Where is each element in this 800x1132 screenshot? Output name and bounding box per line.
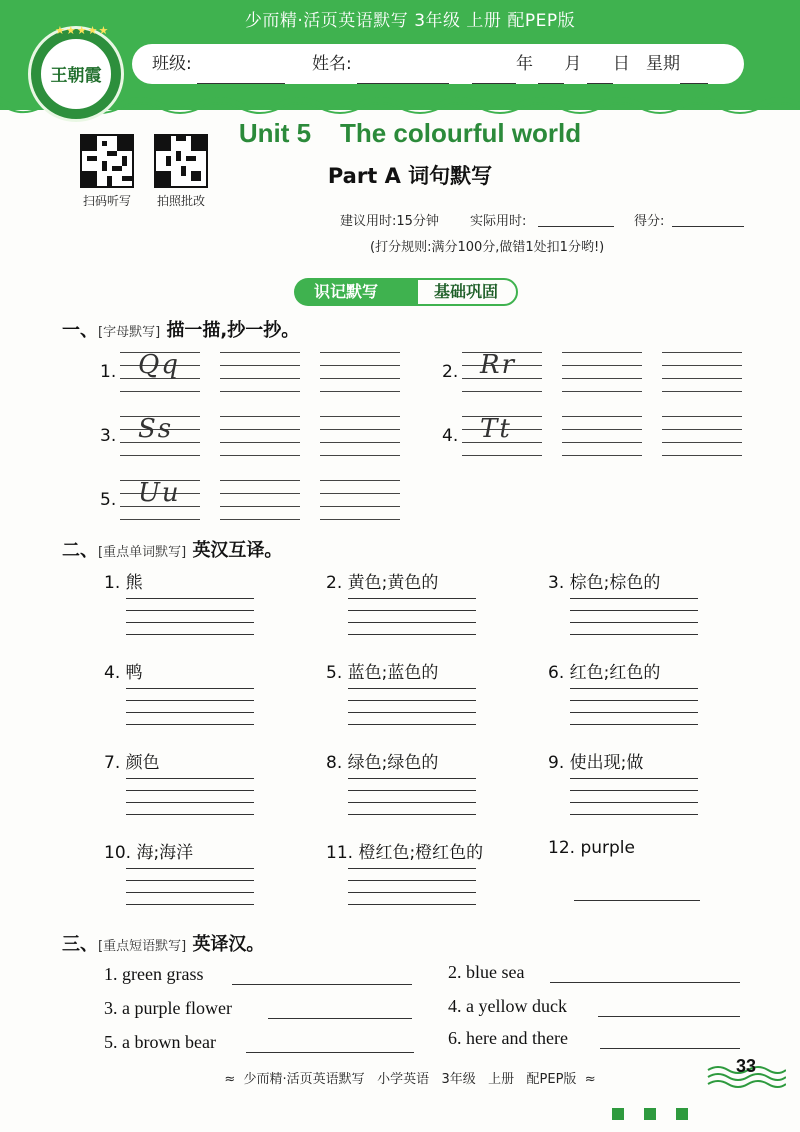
- answer-line[interactable]: [570, 790, 698, 791]
- page-number: 33: [736, 1056, 757, 1076]
- letter-copy-grid[interactable]: [320, 352, 400, 392]
- actual-time-blank[interactable]: [538, 226, 614, 227]
- traced-letters: Uu: [138, 478, 181, 508]
- qr-caption-correct: 拍照批改: [156, 194, 205, 208]
- traced-letters: Qq: [138, 350, 180, 380]
- qr-code-correct[interactable]: [154, 134, 208, 188]
- answer-line[interactable]: [348, 868, 476, 869]
- footer-square: [644, 1108, 656, 1120]
- phrase-item: 2. blue sea: [448, 962, 525, 982]
- letter-copy-grid[interactable]: [220, 352, 300, 392]
- year-blank[interactable]: [472, 57, 516, 84]
- answer-line[interactable]: [348, 688, 476, 689]
- section1-number: 一、: [62, 320, 98, 341]
- section1-heading: [62, 316, 299, 342]
- header-wave: [0, 96, 800, 118]
- qr-caption-listen: 扫码听写: [82, 194, 131, 208]
- answer-line[interactable]: [348, 790, 476, 791]
- month-label: 月: [564, 54, 582, 74]
- answer-line[interactable]: [348, 700, 476, 701]
- answer-line[interactable]: [126, 724, 254, 725]
- answer-line[interactable]: [570, 724, 698, 725]
- letter-copy-grid[interactable]: [562, 416, 642, 456]
- word-item-label: 6. 红色;红色的: [548, 663, 661, 683]
- logo-text: 王朝霞: [50, 66, 102, 86]
- traced-letters: Ss: [138, 414, 174, 444]
- answer-line[interactable]: [348, 634, 476, 635]
- answer-line[interactable]: [126, 778, 254, 779]
- word-item-label: 12. purple: [548, 838, 635, 858]
- header-title: 少而精·活页英语默写 3年级 上册 配PEP版: [244, 11, 576, 31]
- answer-line[interactable]: [570, 712, 698, 713]
- answer-line[interactable]: [570, 634, 698, 635]
- actual-time-label: 实际用时:: [470, 214, 527, 229]
- section3-title: 英译汉。: [192, 934, 265, 955]
- answer-line[interactable]: [126, 880, 254, 881]
- answer-line[interactable]: [570, 814, 698, 815]
- tag-memorize: 识记默写: [294, 278, 418, 306]
- letter-copy-grid[interactable]: [662, 416, 742, 456]
- answer-line[interactable]: [570, 700, 698, 701]
- answer-line[interactable]: [348, 724, 476, 725]
- qr-code-listen[interactable]: [80, 134, 134, 188]
- qr-pattern-icon: [82, 136, 132, 186]
- section1-tag: [字母默写]: [98, 325, 161, 340]
- section1-title: 描一描,抄一抄。: [166, 320, 300, 341]
- day-blank[interactable]: [587, 57, 613, 84]
- section3-heading: [62, 930, 264, 956]
- phrase-item: 5. a brown bear: [104, 1032, 216, 1052]
- traced-letters: Tt: [480, 414, 512, 444]
- letter-copy-grid[interactable]: [662, 352, 742, 392]
- letter-copy-grid[interactable]: [320, 416, 400, 456]
- year-label: 年: [516, 54, 533, 74]
- answer-line[interactable]: [126, 892, 254, 893]
- answer-line[interactable]: [126, 598, 254, 599]
- word-item-label: 1. 熊: [104, 573, 143, 593]
- name-label: 姓名:: [312, 54, 352, 74]
- answer-line[interactable]: [126, 814, 254, 815]
- word-item-label: 11. 橙红色;橙红色的: [326, 843, 484, 863]
- answer-line[interactable]: [348, 712, 476, 713]
- answer-line[interactable]: [574, 900, 700, 901]
- answer-line[interactable]: [348, 892, 476, 893]
- answer-line[interactable]: [348, 622, 476, 623]
- footer-text: ≈ 少而精·活页英语默写 小学英语 3年级 上册 配PEP版 ≈: [224, 1072, 596, 1087]
- letter-item-number: 3.: [100, 426, 117, 446]
- answer-line[interactable]: [348, 814, 476, 815]
- tag-basics: 基础巩固: [414, 278, 518, 306]
- month-blank[interactable]: [538, 57, 564, 84]
- letter-item-number: 2.: [442, 362, 459, 382]
- qr-pattern-icon: [156, 136, 206, 186]
- answer-line[interactable]: [570, 622, 698, 623]
- letter-copy-grid[interactable]: [562, 352, 642, 392]
- answer-line[interactable]: [348, 610, 476, 611]
- phrase-answer-line[interactable]: [550, 982, 740, 983]
- phrase-item: 1. green grass: [104, 964, 204, 984]
- section2-heading: [62, 536, 282, 562]
- phrase-item: 6. here and there: [448, 1028, 568, 1048]
- logo-stars: ★★★★★: [55, 24, 110, 37]
- answer-line[interactable]: [126, 610, 254, 611]
- week-label: 星期: [646, 54, 681, 74]
- name-blank[interactable]: [357, 57, 449, 84]
- section-tag: [294, 278, 518, 306]
- brand-logo: [28, 26, 124, 122]
- score-label: 得分:: [634, 214, 665, 229]
- word-item-label: 2. 黄色;黄色的: [326, 573, 439, 593]
- answer-line[interactable]: [348, 904, 476, 905]
- section2-tag: [重点单词默写]: [98, 545, 187, 560]
- phrase-answer-line[interactable]: [598, 1016, 740, 1017]
- answer-line[interactable]: [348, 802, 476, 803]
- section2-number: 二、: [62, 540, 98, 561]
- unit-title: Unit 5 The colourful world: [238, 118, 582, 148]
- answer-line[interactable]: [570, 598, 698, 599]
- phrase-answer-line[interactable]: [600, 1048, 740, 1049]
- letter-item-number: 4.: [442, 426, 459, 446]
- class-blank[interactable]: [197, 57, 285, 84]
- word-item-label: 10. 海;海洋: [104, 843, 194, 863]
- week-blank[interactable]: [680, 57, 708, 84]
- section3-tag: [重点短语默写]: [98, 939, 187, 954]
- traced-letters: Rr: [480, 350, 517, 380]
- phrase-answer-line[interactable]: [246, 1052, 414, 1053]
- logo-inner: [39, 37, 113, 111]
- answer-line[interactable]: [126, 712, 254, 713]
- word-item-label: 5. 蓝色;蓝色的: [326, 663, 439, 683]
- answer-line[interactable]: [570, 802, 698, 803]
- answer-line[interactable]: [126, 790, 254, 791]
- answer-line[interactable]: [348, 598, 476, 599]
- letter-copy-grid[interactable]: [220, 416, 300, 456]
- class-field: [152, 44, 285, 84]
- answer-line[interactable]: [126, 634, 254, 635]
- section2-title: 英汉互译。: [192, 540, 283, 561]
- answer-line[interactable]: [570, 778, 698, 779]
- phrase-item: 4. a yellow duck: [448, 996, 567, 1016]
- part-title: Part A 词句默写: [327, 164, 493, 188]
- phrase-answer-line[interactable]: [232, 984, 412, 985]
- date-field: [472, 44, 708, 84]
- answer-line[interactable]: [570, 610, 698, 611]
- footer-square: [676, 1108, 688, 1120]
- class-label: 班级:: [152, 54, 192, 74]
- answer-line[interactable]: [348, 880, 476, 881]
- footer-square: [612, 1108, 624, 1120]
- letter-item-number: 1.: [100, 362, 117, 382]
- day-label: 日: [612, 54, 630, 74]
- answer-line[interactable]: [348, 778, 476, 779]
- word-item-label: 8. 绿色;绿色的: [326, 753, 439, 773]
- phrase-answer-line[interactable]: [268, 1018, 412, 1019]
- answer-line[interactable]: [126, 904, 254, 905]
- word-item-label: 4. 鸭: [104, 663, 143, 683]
- score-blank[interactable]: [672, 226, 744, 227]
- student-info-box: [132, 44, 744, 84]
- answer-line[interactable]: [126, 802, 254, 803]
- word-item-label: 3. 棕色;棕色的: [548, 573, 661, 593]
- answer-line[interactable]: [126, 688, 254, 689]
- scoring-rule: (打分规则:满分100分,做错1处扣1分哟!): [370, 240, 605, 255]
- suggested-time: 建议用时:15分钟: [340, 214, 439, 229]
- answer-line[interactable]: [126, 700, 254, 701]
- letter-copy-grid[interactable]: [220, 480, 300, 520]
- answer-line[interactable]: [126, 868, 254, 869]
- name-field: [312, 44, 449, 84]
- letter-copy-grid[interactable]: [320, 480, 400, 520]
- phrase-item: 3. a purple flower: [104, 998, 232, 1018]
- section3-number: 三、: [62, 934, 98, 955]
- word-item-label: 9. 使出现;做: [548, 753, 644, 773]
- word-item-label: 7. 颜色: [104, 753, 160, 773]
- answer-line[interactable]: [126, 622, 254, 623]
- answer-line[interactable]: [570, 688, 698, 689]
- letter-item-number: 5.: [100, 490, 117, 510]
